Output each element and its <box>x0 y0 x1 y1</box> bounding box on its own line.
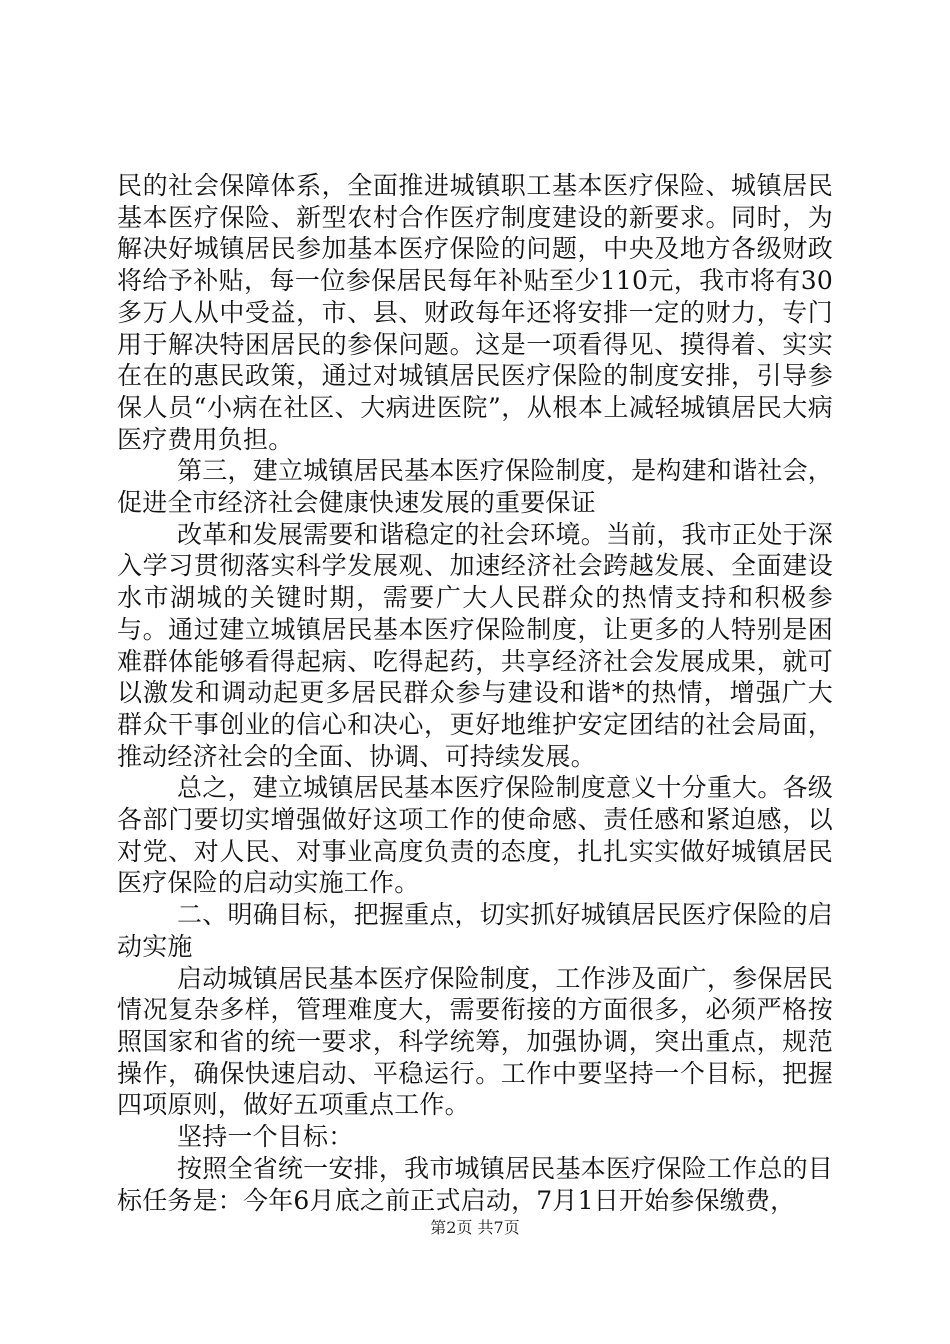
page-number-footer: 第2页 共7页 <box>430 1218 520 1237</box>
paragraph-5-heading: 二、明确目标，把握重点，切实抓好城镇居民医疗保险的启动实施 <box>117 900 833 961</box>
paragraph-2-heading: 第三，建立城镇居民基本医疗保险制度，是构建和谐社会，促进全市经济社会健康快速发展的重要保证 <box>117 456 833 518</box>
paragraph-6: 启动城镇居民基本医疗保险制度，工作涉及面广，参保居民情况复杂多样，管理难度大，需要衔接的方面很多，必须严格按照国家和省的统一要求，科学统筹，加强协调，突出重点，规范操作，确保快速启动、平稳运行。工作中要坚持一个目标，把握四项原则，做好五项重点工作。 <box>117 963 833 1120</box>
paragraph-4: 总之，建立城镇居民基本医疗保险制度意义十分重大。各级各部门要切实增强做好这项工作的使命感、责任感和紧迫感，以对党、对人民、对事业高度负责的态度，扎扎实实做好城镇居民医疗保险的启动实施工作。 <box>117 773 833 898</box>
paragraph-1: 民的社会保障体系，全面推进城镇职工基本医疗保险、城镇居民基本医疗保险、新型农村合作医疗制度建设的新要求。同时，为解决好城镇居民参加基本医疗保险的问题，中央及地方各级财政将给予补贴，每一位参保居民每年补贴至少110元，我市将有30多万人从中受益，市、县、财政每年还将安排一定的财力，专门用于解决特困居民的参保问题。这是一项看得见、摸得着、实实在在的惠民政策，通过对城镇居民医疗保险的制度安排，引导参保人员“小病在社区、大病进医院”，从根本上减轻城镇居民大病医疗费用负担。 <box>117 171 833 454</box>
paragraph-3: 改革和发展需要和谐稳定的社会环境。当前，我市正处于深入学习贯彻落实科学发展观、加速经济社会跨越发展、全面建设水市湖城的关键时期，需要广大人民群众的热情支持和积极参与。通过建立城镇居民基本医疗保险制度，让更多的人特别是困难群体能够看得起病、吃得起药，共享经济社会发展成果，就可以激发和调动起更多居民群众参与建设和谐*的热情，增强广大群众干事创业的信心和决心，更好地维护安定团结的社会局面，推动经济社会的全面、协调、可持续发展。 <box>117 519 833 771</box>
paragraph-7-heading: 坚持一个目标： <box>177 1122 354 1152</box>
paragraph-8: 按照全省统一安排，我市城镇居民基本医疗保险工作总的目标任务是：今年6月底之前正式启动，7月1日开始参保缴费， <box>117 1153 833 1215</box>
document-body <box>117 170 833 1216</box>
